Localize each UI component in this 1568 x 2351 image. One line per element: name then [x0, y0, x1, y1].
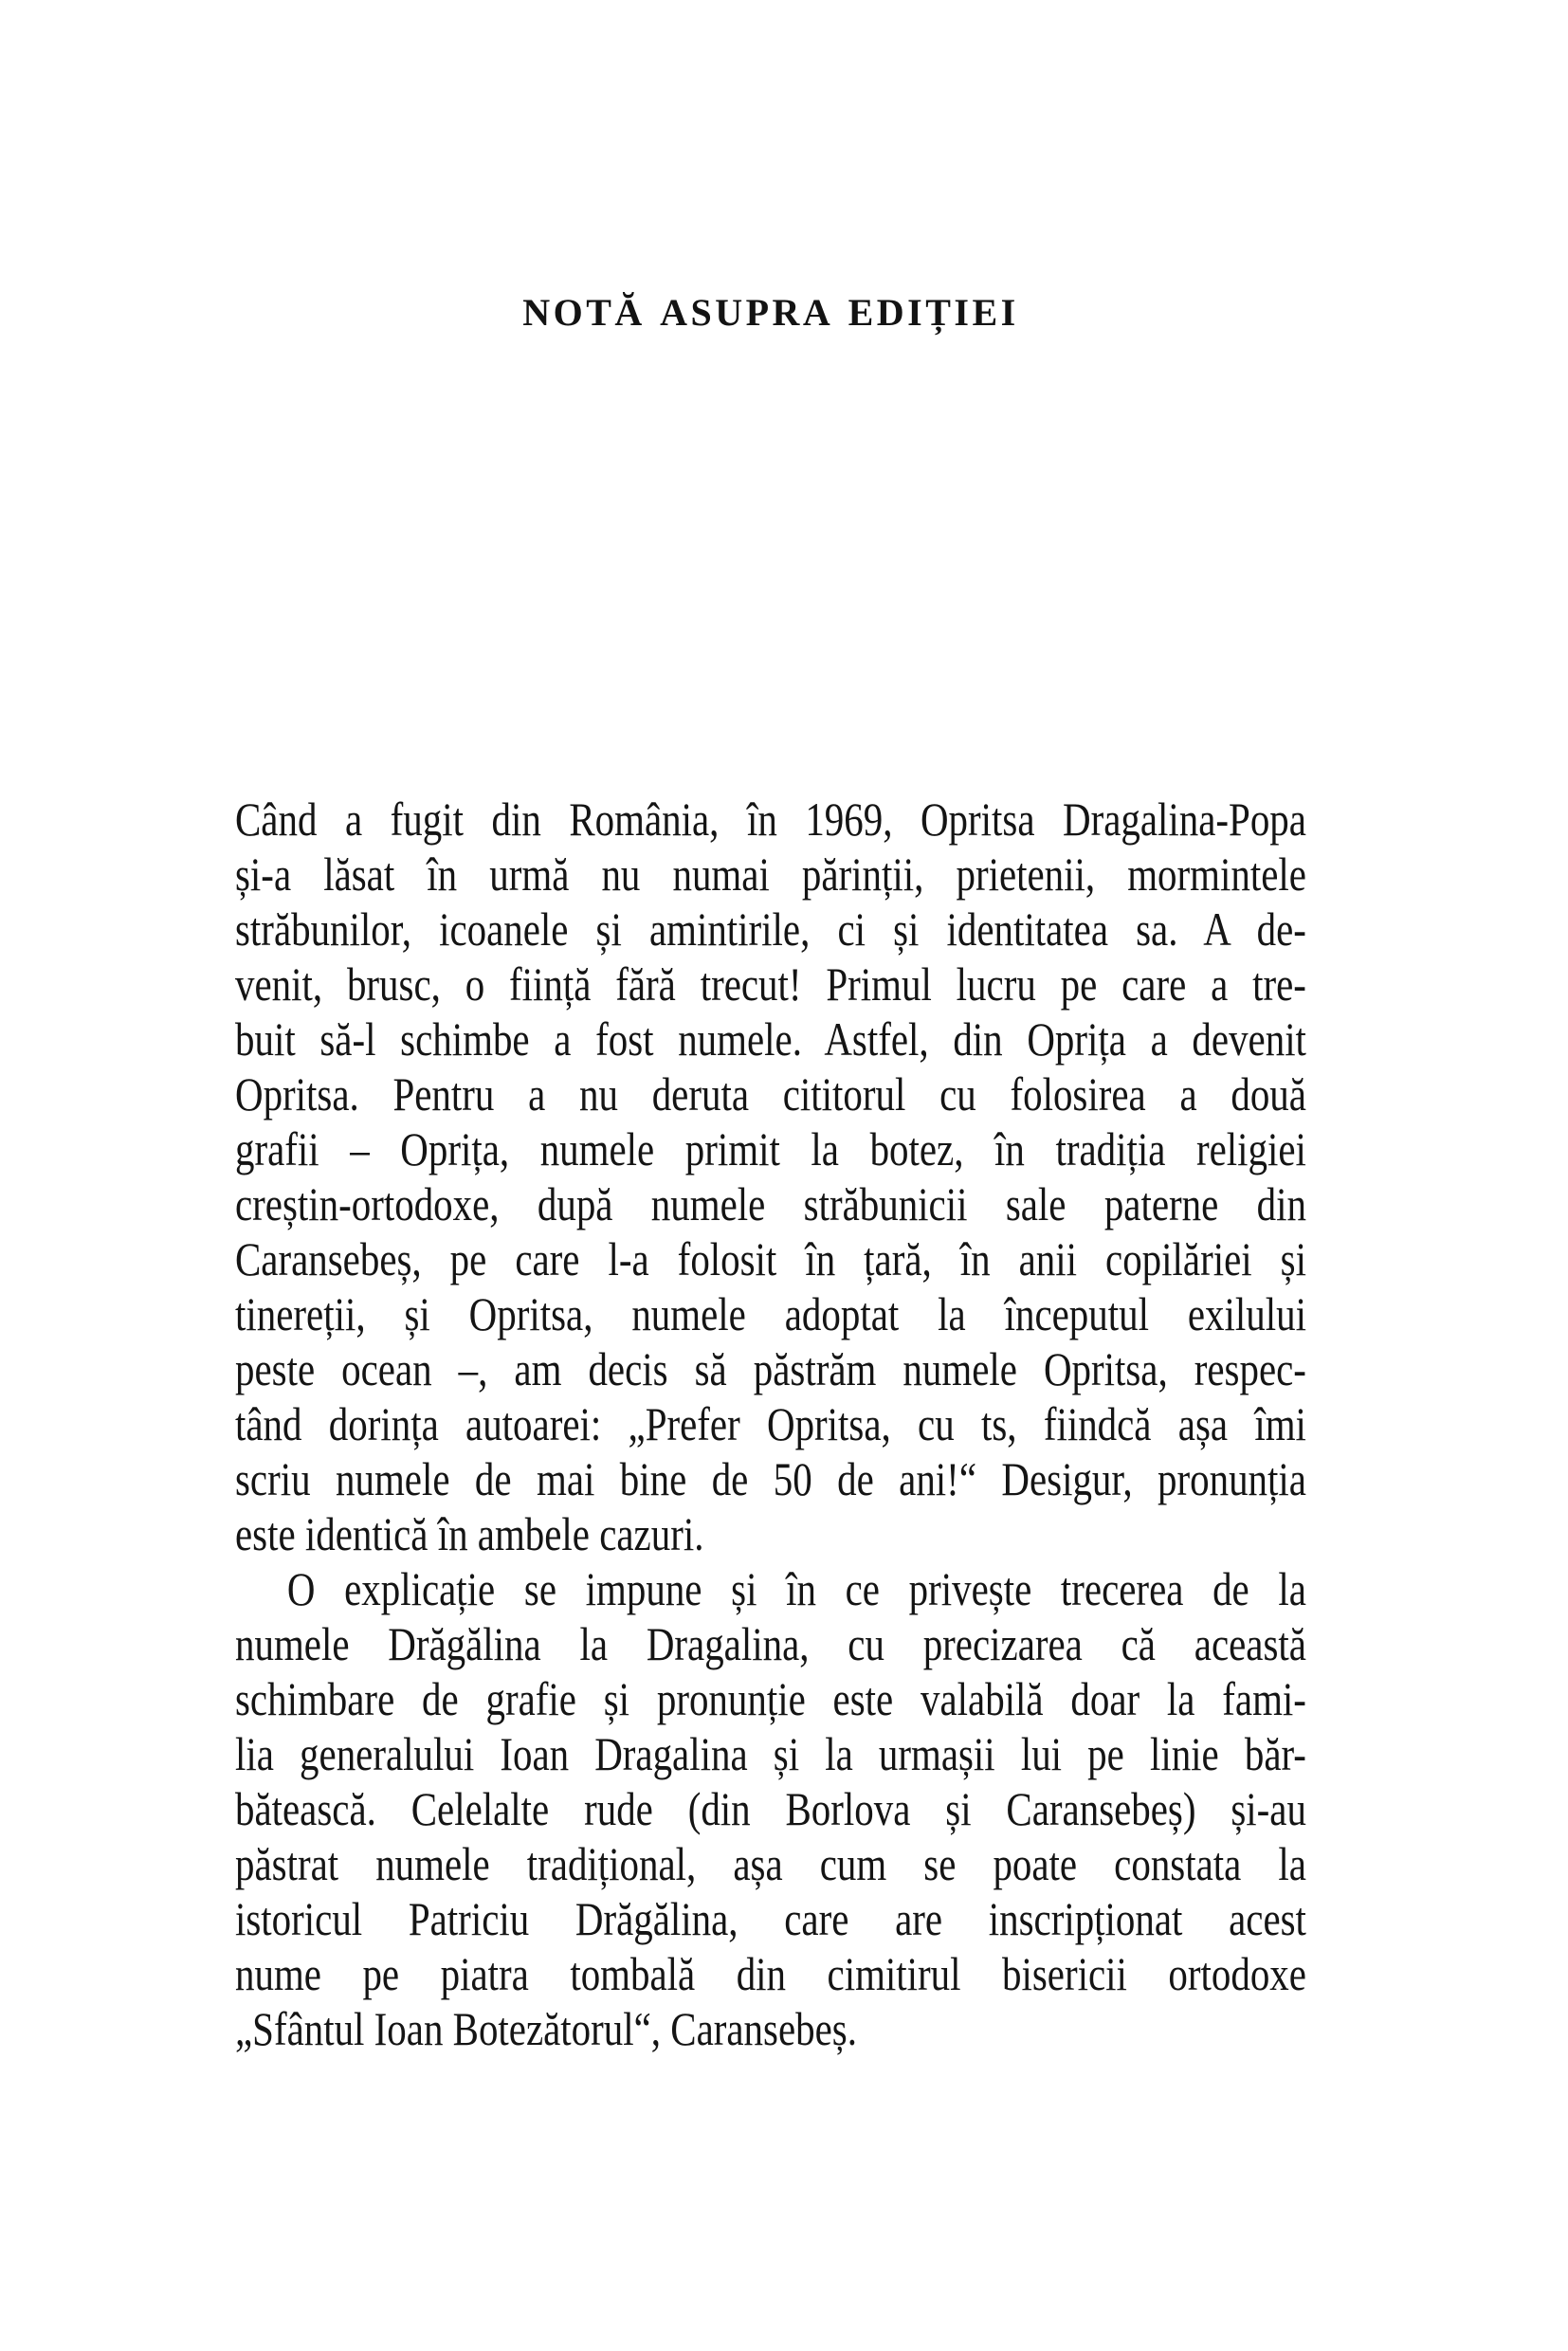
text-line: buit să-l schimbe a fost numele. Astfel, din Oprița a devenit — [235, 1012, 1306, 1066]
text-line: și-a lăsat în urmă nu numai părinții, prietenii, mormintele — [235, 847, 1306, 901]
text-line: venit, brusc, o ființă fără trecut! Primul lucru pe care a tre- — [235, 957, 1306, 1011]
body-text — [235, 792, 1306, 2056]
text-line: scriu numele de mai bine de 50 de ani!“ Desigur, pronunția — [235, 1452, 1306, 1505]
text-line: O explicație se impune și în ce privește trecerea de la — [286, 1562, 1306, 1615]
text-line: nume pe piatra tombală din cimitirul bisericii ortodoxe — [235, 1947, 1306, 2000]
text-line: bătească. Celelalte rude (din Borlova și Caransebeș) și-au — [235, 1782, 1306, 1835]
text-line: tinereții, și Opritsa, numele adoptat la începutul exilului — [235, 1287, 1306, 1340]
text-line: creștin-ortodoxe, după numele străbunicii sale paterne din — [235, 1177, 1306, 1230]
text-line: peste ocean –, am decis să păstrăm numele Opritsa, respec- — [235, 1342, 1306, 1395]
text-line: istoricul Patriciu Drăgălina, care are inscripționat acest — [235, 1892, 1306, 1945]
text-line: Caransebeș, pe care l-a folosit în țară, în anii copilăriei și — [235, 1232, 1306, 1285]
page-heading: NOTĂ ASUPRA EDIȚIEI — [522, 291, 1019, 334]
text-line: tând dorința autoarei: „Prefer Opritsa, cu ts, fiindcă așa îmi — [235, 1397, 1306, 1450]
text-line: numele Drăgălina la Dragalina, cu precizarea că această — [235, 1617, 1306, 1670]
text-line: „Sfântul Ioan Botezătorul“, Caransebeș. — [235, 2002, 857, 2055]
body-text-lines — [235, 792, 1306, 2056]
text-line: Când a fugit din România, în 1969, Opritsa Dragalina-Popa — [235, 793, 1306, 846]
text-line: este identică în ambele cazuri. — [235, 1507, 704, 1560]
text-line: grafii – Oprița, numele primit la botez, în tradiția religiei — [235, 1122, 1306, 1176]
text-line: păstrat numele tradițional, așa cum se poate constata la — [235, 1837, 1306, 1890]
text-line: străbunilor, icoanele și amintirile, ci și identitatea sa. A de- — [235, 902, 1306, 956]
text-line: schimbare de grafie și pronunție este valabilă doar la fami- — [235, 1672, 1306, 1725]
text-line: Opritsa. Pentru a nu deruta cititorul cu folosirea a două — [235, 1067, 1306, 1121]
text-line: lia generalului Ioan Dragalina și la urmașii lui pe linie băr- — [235, 1727, 1306, 1780]
